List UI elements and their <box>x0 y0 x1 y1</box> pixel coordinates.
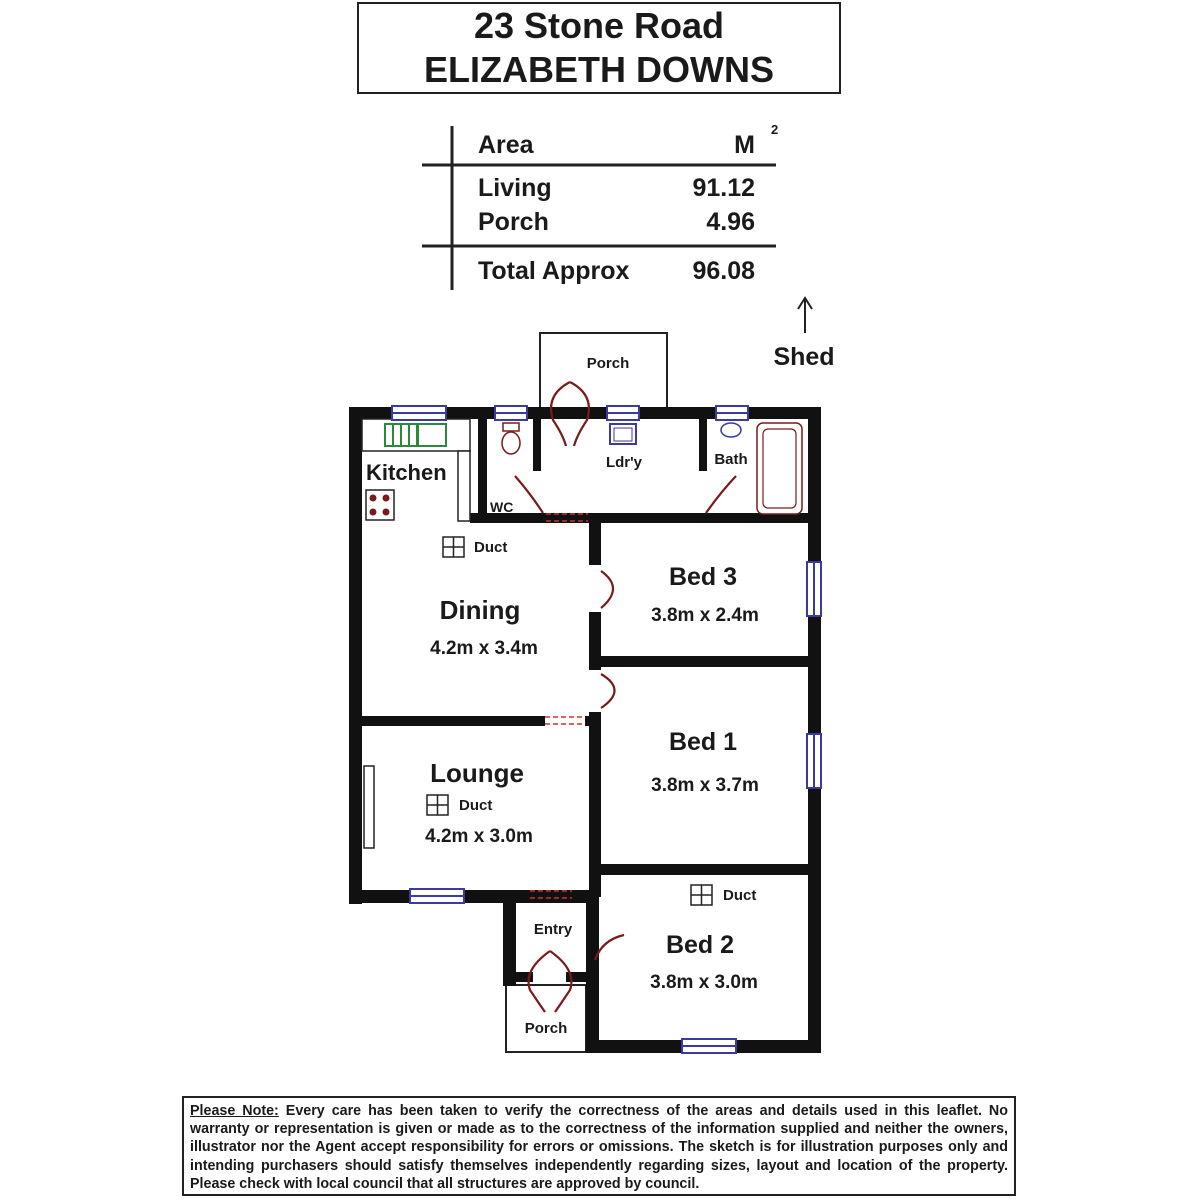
outer-wall-lounge-bottom <box>349 890 599 903</box>
label-bed2-size: 3.8m x 3.0m <box>650 972 758 993</box>
doors <box>515 382 736 1012</box>
bed1-bed2-wall <box>595 864 821 875</box>
outer-wall-right <box>808 407 821 1053</box>
toilet-icon <box>502 423 520 454</box>
street-address: 23 Stone Road <box>473 5 725 46</box>
cooktop-icon <box>366 490 394 520</box>
area-heading: Area <box>478 131 534 159</box>
area-table <box>422 122 778 290</box>
bottom-porch-outline <box>506 985 586 1052</box>
label-laundry: Ldr'y <box>605 454 643 471</box>
duct-icon-dining <box>443 537 464 557</box>
suburb-name: ELIZABETH DOWNS <box>424 49 774 90</box>
label-dining-duct: Duct <box>474 539 508 556</box>
label-kitchen: Kitchen <box>366 460 447 485</box>
dining-lounge-wall-right <box>585 716 601 726</box>
total-label: Total Approx <box>478 257 630 285</box>
label-bed1-size: 3.8m x 3.7m <box>651 775 759 796</box>
walls <box>349 407 821 1053</box>
label-dining-size: 4.2m x 3.4m <box>430 638 538 659</box>
door-bed1-icon <box>601 674 615 708</box>
entry-wall-left <box>503 890 516 986</box>
total-value: 96.08 <box>692 257 755 285</box>
bathtub-icon <box>757 423 802 514</box>
disclaimer-text: Every care has been taken to verify the correctness of the areas and details used in this leaflet. No warranty or representation is given or made as to the correctness of the information supplied and neither the owners, illustrator nor the Agent accept responsibility for errors or omissions. The sketch is for illustration purposes only and intending purchasers should satisfy themselves independently regarding sizes, layout and location of the property. Please check with local council that all structures are approved by council. <box>190 1103 1008 1192</box>
door-bed3-icon <box>601 571 613 608</box>
label-lounge-size: 4.2m x 3.0m <box>425 826 533 847</box>
dining-lounge-wall-left <box>349 716 545 726</box>
label-lounge: Lounge <box>430 758 524 788</box>
door-wc-icon <box>515 476 543 513</box>
basin-icon <box>721 423 741 437</box>
duct-icon-lounge <box>427 795 448 815</box>
label-bed3: Bed 3 <box>668 563 738 591</box>
label-bed2: Bed 2 <box>665 931 735 959</box>
openings <box>530 514 588 898</box>
shed-label: Shed <box>773 343 835 371</box>
porch-area-value: 4.96 <box>706 208 755 236</box>
area-unit: M <box>734 131 755 159</box>
outer-wall-left <box>349 407 362 904</box>
entry-wall-right <box>586 890 599 1053</box>
living-label: Living <box>478 174 552 202</box>
label-dining: Dining <box>439 595 521 625</box>
wc-right-wall <box>533 419 541 471</box>
area-unit-superscript: 2 <box>771 122 779 137</box>
door-bath-icon <box>706 476 736 513</box>
disclaimer-box <box>182 1096 1016 1196</box>
label-porch-top: Porch <box>586 355 630 372</box>
spine-wall-upper <box>589 519 601 565</box>
bed3-bed1-wall <box>595 656 821 667</box>
label-lounge-duct: Duct <box>459 797 493 814</box>
disclaimer-label: Please Note: <box>190 1103 279 1119</box>
wc-left-wall <box>478 419 487 521</box>
living-value: 91.12 <box>692 174 755 202</box>
porch-area-label: Porch <box>478 208 549 236</box>
label-entry: Entry <box>533 921 573 938</box>
label-bath: Bath <box>714 451 748 468</box>
duct-icon-bed2 <box>691 885 712 905</box>
door-bed2-icon <box>595 935 624 960</box>
bath-left-wall <box>699 419 707 471</box>
label-bed3-size: 3.8m x 2.4m <box>651 605 759 626</box>
fireplace-hearth <box>364 766 374 848</box>
label-bed1: Bed 1 <box>668 728 738 756</box>
label-wc: WC <box>490 499 514 515</box>
shed-pointer <box>773 298 834 371</box>
label-bed2-duct: Duct <box>723 887 757 904</box>
label-porch-bottom: Porch <box>524 1020 568 1037</box>
